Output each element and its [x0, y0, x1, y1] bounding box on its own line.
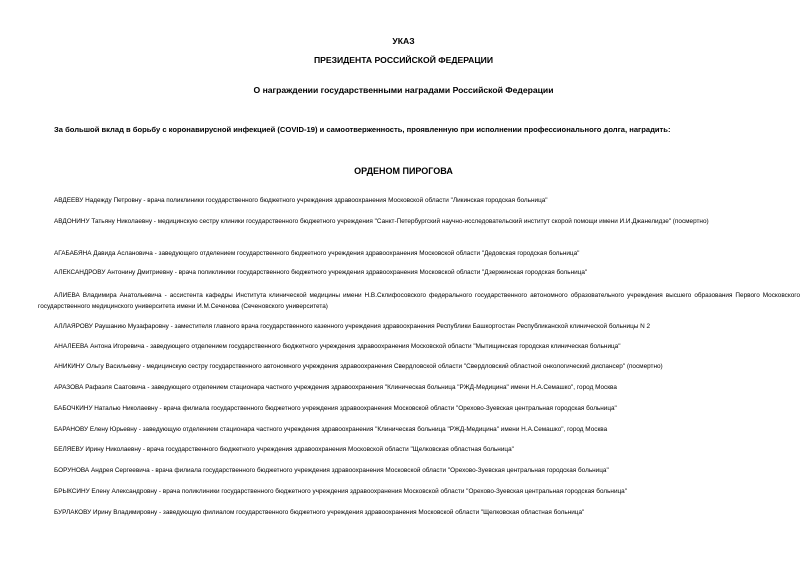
award-entry: БУРЛАКОВУ Ирину Владимировну - заведующую филиалом государственного бюджетного учреждения здравоохранения Московской области "Щелковская областная больница" — [54, 509, 585, 516]
decree-title: УКАЗ — [392, 36, 415, 46]
award-entry: АЛЕКСАНДРОВУ Антонину Дмитриевну - врача поликлиники государственного бюджетного учреждения здравоохранения Московской области "Дзержинская городская больница" — [54, 269, 588, 276]
award-entry: АВДОНИНУ Татьяну Николаевну - медицинскую сестру клиники государственного бюджетного учреждения "Санкт-Петербургский научно-исследовательский институт скорой помощи имени И.И.Джанелидзе" (посмертно) — [54, 218, 709, 225]
decree-subtitle: О награждении государственными наградами Российской Федерации — [253, 85, 554, 95]
award-entry: АВДЕЕВУ Надежду Петровну - врача поликлиники государственного бюджетного учреждения здравоохранения Московской области "Ликинская городская больница" — [54, 197, 548, 204]
award-entry: АГАБАБЯНА Давида Аслановича - заведующего отделением государственного бюджетного учреждения здравоохранения Московской области "Дедовская городская больница" — [54, 250, 580, 257]
award-entry: АНИКИНУ Ольгу Васильевну - медицинскую сестру государственного автономного учреждения здравоохранения Свердловской области "Свердловский областной онкологический диспансер" (посмертно) — [54, 363, 663, 370]
award-entry: АЛИЕВА Владимира Анатольевича - ассистента кафедры Института клинической медицины имени Н.В.Склифосовского федерального государственного автономного образовательного учреждения высшего образования Первого Московского государственного медицинского университета имени И.М.Сеченова (Сеченовского университета) — [38, 292, 800, 310]
award-entry: БАБОЧКИНУ Наталью Николаевну - врача филиала государственного бюджетного учреждения здравоохранения Московской области "Орехово-Зуевская центральная городская больница" — [54, 405, 617, 412]
award-entry: АЛЛАЯРОВУ Раушанию Музафаровну - заместителя главного врача государственного казенного учреждения здравоохранения Республики Башкортостан Республиканской клинической больницы N 2 — [54, 323, 651, 330]
award-entry: БАРАНОВУ Елену Юрьевну - заведующую отделением стационара частного учреждения здравоохранения "Клиническая больница "РЖД-Медицина" имени Н.А.Семашко", город Москва — [54, 426, 608, 433]
award-entry: БОРУНОВА Андрея Сергеевича - врача филиала государственного бюджетного учреждения здравоохранения Московской области "Орехово-Зуевская центральная городская больница" — [54, 467, 609, 474]
decree-preamble: За большой вклад в борьбу с коронавирусной инфекцией (COVID-19) и самоотверженность, проявленную при исполнении профессионального долга, наградить: — [54, 125, 671, 134]
award-entry: БРЫКСИНУ Елену Александровну - врача поликлиники государственного бюджетного учреждения здравоохранения Московской области "Орехово-Зуевская центральная городская больница" — [54, 488, 628, 495]
award-entry: АНАЛЕЕВА Антона Игоревича - заведующего отделением государственного бюджетного учреждения здравоохранения Московской области "Мытищинская городская клиническая больница" — [54, 343, 621, 350]
order-heading: ОРДЕНОМ ПИРОГОВА — [354, 166, 453, 176]
award-entry: АРАЗОВА Рафаэля Саатовича - заведующего отделением стационара частного учреждения здравоохранения "Клиническая больница "РЖД-Медицина" имени Н.А.Семашко", город Москва — [54, 384, 617, 391]
decree-issuer: ПРЕЗИДЕНТА РОССИЙСКОЙ ФЕДЕРАЦИИ — [313, 55, 494, 65]
award-entry: БЕЛЯЕВУ Ирину Николаевну - врача государственного бюджетного учреждения здравоохранения Московской области "Щелковская областная больница" — [54, 446, 514, 453]
